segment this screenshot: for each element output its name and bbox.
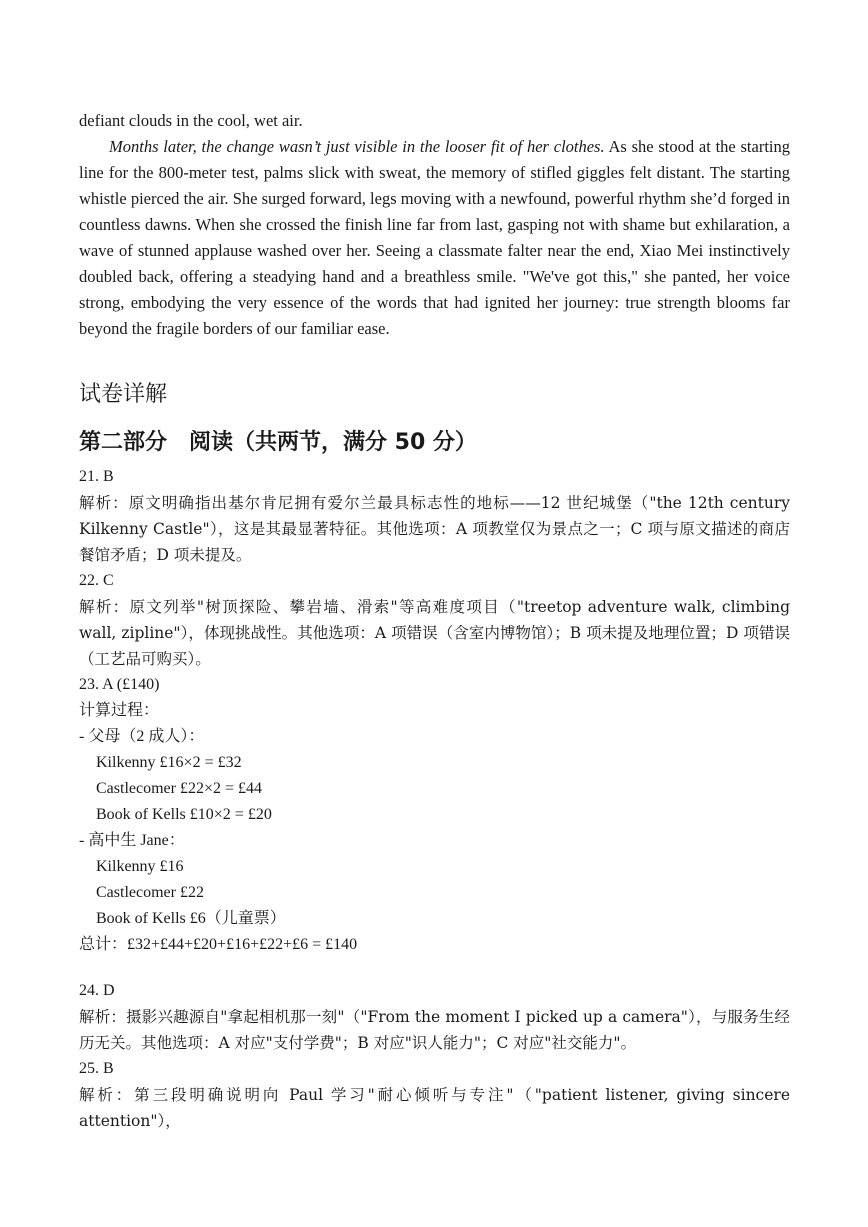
answer-22: 22. C xyxy=(79,572,114,589)
calc-item: Castlecomer £22×2 = £44 xyxy=(96,780,263,797)
calc-item: Book of Kells £10×2 = £20 xyxy=(96,806,272,823)
calc-item: Kilkenny £16 xyxy=(96,858,184,875)
analysis-21: 解析：原文明确指出基尔肯尼拥有爱尔兰最具标志性的地标——12 世纪城堡（"the 12th century Kilkenny Castle"），这是其最显著特征。其他选项：A 项教堂仅为景点之一；C 项与原文描述的商店餐馆矛盾；D 项未提及。 xyxy=(79,494,790,564)
calc-item: Castlecomer £22 xyxy=(96,884,204,901)
calc-label: 计算过程： xyxy=(79,702,160,719)
document-page xyxy=(79,108,790,1134)
analysis-22: 解析：原文列举"树顶探险、攀岩墙、滑索"等高难度项目（"treetop adventure walk, climbing wall, zipline"），体现挑战性。其他选项：A 项错误（含室内博物馆）；B 项未提及地理位置；D 项错误（工艺品可购买）。 xyxy=(79,598,790,668)
spacer xyxy=(79,958,790,978)
story-paragraph xyxy=(79,134,790,342)
calc-parents: - 父母（2 成人）： xyxy=(79,728,205,745)
analysis-25: 解析：第三段明确说明向 Paul 学习"耐心倾听与专注"（"patient listener, giving sincere attention"）， xyxy=(79,1086,790,1130)
calc-item: Kilkenny £16×2 = £32 xyxy=(96,754,242,771)
analysis-24: 解析：摄影兴趣源自"拿起相机那一刻"（"From the moment I picked up a camera"），与服务生经历无关。其他选项：A 对应"支付学费"；B 对应"识人能力"；C 对应"社交能力"。 xyxy=(79,1008,790,1052)
answer-21: 21. B xyxy=(79,468,114,485)
calc-student: - 高中生 Jane： xyxy=(79,832,185,849)
calc-total: 总计：£32+£44+£20+£16+£22+£6 = £140 xyxy=(79,936,358,953)
answer-23: 23. A (£140) xyxy=(79,676,160,693)
calc-item: Book of Kells £6（儿童票） xyxy=(96,910,286,927)
answer-24: 24. D xyxy=(79,982,115,999)
story-paragraph-text: As she stood at the starting line for the 800-meter test, palms slick with sweat, the memory of stifled giggles felt distant. The starting whistle pierced the air. She surged forward, legs moving with a newfound, powerful rhythm she’d forged in countless dawns. When she crossed the finish line far from last, gasping not with shame but exhilaration, a wave of stunned applause washed over her. Seeing a classmate falter near the end, Xiao Mei instinctively doubled back, offering a steadying hand and a breathless smile. "We've got this," she panted, her voice strong, embodying the very essence of the words that had ignited her journey: true strength blooms far beyond the fragile borders of our familiar ease. xyxy=(79,137,790,338)
part-title: 第二部分 阅读（共两节，满分 50 分） xyxy=(79,430,477,455)
story-italic-sentence: Months later, the change wasn’t just visible in the looser fit of her clothes. xyxy=(109,137,605,156)
section-title: 试卷详解 xyxy=(79,382,168,407)
story-line: defiant clouds in the cool, wet air. xyxy=(79,111,303,130)
answer-25: 25. B xyxy=(79,1060,114,1077)
